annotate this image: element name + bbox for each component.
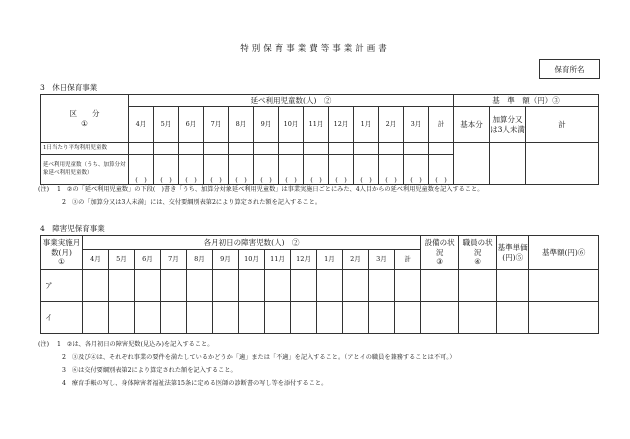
paren-text: ( ) bbox=[185, 175, 197, 184]
month-header: 計 bbox=[395, 250, 421, 270]
paren-text: ( ) bbox=[285, 175, 297, 184]
paren-cell[interactable] bbox=[279, 155, 304, 185]
data-cell[interactable] bbox=[317, 302, 343, 334]
data-cell[interactable] bbox=[343, 302, 369, 334]
note-prefix: (注) bbox=[38, 341, 50, 348]
data-cell[interactable] bbox=[265, 270, 291, 302]
data-cell[interactable] bbox=[83, 302, 109, 334]
data-cell[interactable] bbox=[239, 302, 265, 334]
data-cell[interactable] bbox=[379, 143, 404, 155]
paren-cell[interactable] bbox=[429, 155, 454, 185]
s4-note-3 bbox=[62, 365, 237, 374]
shokuin-label: 職員の状況 bbox=[462, 238, 493, 257]
disabled-child-care-table bbox=[40, 235, 599, 334]
month-header: 10月 bbox=[279, 107, 304, 143]
data-cell[interactable] bbox=[429, 143, 454, 155]
s4-note-4 bbox=[62, 378, 327, 387]
paren-cell[interactable] bbox=[304, 155, 329, 185]
month-header: 1月 bbox=[317, 250, 343, 270]
data-cell[interactable] bbox=[265, 302, 291, 334]
data-cell[interactable] bbox=[304, 143, 329, 155]
section4-heading: 4 障害児保育事業 bbox=[40, 224, 105, 233]
row-label-a: ア bbox=[41, 270, 83, 302]
month-header: 4月 bbox=[83, 250, 109, 270]
month-header: 4月 bbox=[129, 107, 154, 143]
month-header: 5月 bbox=[109, 250, 135, 270]
paren-cell[interactable] bbox=[154, 155, 179, 185]
data-cell[interactable] bbox=[135, 270, 161, 302]
note-num: 1 bbox=[56, 341, 61, 348]
setsubi-label: 設備の状況 bbox=[424, 238, 455, 257]
shokuin-num: ④ bbox=[474, 257, 482, 267]
document-title: 特別保育事業費等事業計画書 bbox=[240, 44, 390, 54]
paren-cell[interactable] bbox=[229, 155, 254, 185]
s4-note-2 bbox=[62, 352, 456, 361]
note-num: 4 bbox=[62, 380, 66, 387]
data-cell[interactable] bbox=[291, 302, 317, 334]
month-header: 2月 bbox=[343, 250, 369, 270]
jigyo-num: ① bbox=[58, 257, 65, 267]
month-header: 9月 bbox=[213, 250, 239, 270]
note-text: ②の「延べ利用児童数」の下段( )書き「うち、加算分対象延べ利用児童数」は事業実施日ごとにみた、4人目からの延べ利用児童数を記入すること。 bbox=[66, 186, 484, 193]
month-header: 2月 bbox=[379, 107, 404, 143]
data-cell[interactable] bbox=[161, 270, 187, 302]
kasan-value[interactable] bbox=[490, 143, 526, 185]
kihonbun-header: 基本分 bbox=[454, 107, 490, 143]
paren-cell[interactable] bbox=[379, 155, 404, 185]
paren-cell[interactable] bbox=[404, 155, 429, 185]
note-text: ⑥は交付要綱別表第2により算定された額を記入すること。 bbox=[71, 367, 237, 374]
kijungaku-header-s4: 基準額(円)⑥ bbox=[529, 236, 599, 270]
month-header: 8月 bbox=[187, 250, 213, 270]
paren-cell[interactable] bbox=[179, 155, 204, 185]
kijungaku-header: 基 準 額（円）③ bbox=[454, 95, 599, 107]
month-header: 11月 bbox=[304, 107, 329, 143]
s3-note-2 bbox=[62, 197, 321, 206]
note-num: 2 bbox=[62, 199, 66, 206]
data-cell[interactable] bbox=[343, 270, 369, 302]
data-cell[interactable] bbox=[317, 270, 343, 302]
s4-note-1 bbox=[38, 339, 213, 348]
paren-text: ( ) bbox=[335, 175, 347, 184]
paren-text: ( ) bbox=[260, 175, 272, 184]
data-cell[interactable] bbox=[204, 143, 229, 155]
nobe-header: 延べ利用児童数(人) ② bbox=[129, 95, 454, 107]
data-cell[interactable] bbox=[291, 270, 317, 302]
note-text: ②は、各月初日の障害児数(見込み)を記入すること。 bbox=[66, 341, 214, 348]
note-num: 2 bbox=[62, 354, 66, 361]
data-cell[interactable] bbox=[369, 270, 395, 302]
data-cell[interactable] bbox=[187, 302, 213, 334]
paren-text: ( ) bbox=[310, 175, 322, 184]
kei-value[interactable] bbox=[526, 143, 599, 185]
month-header: 8月 bbox=[229, 107, 254, 143]
jigyo-label: 事業実施月数(月) bbox=[42, 238, 81, 257]
data-cell[interactable] bbox=[161, 302, 187, 334]
paren-text: ( ) bbox=[210, 175, 222, 184]
data-cell[interactable] bbox=[529, 270, 599, 302]
month-header: 7月 bbox=[161, 250, 187, 270]
data-cell[interactable] bbox=[213, 302, 239, 334]
data-cell[interactable] bbox=[354, 143, 379, 155]
setsubi-header bbox=[421, 236, 459, 270]
month-header: 10月 bbox=[239, 250, 265, 270]
month-header: 7月 bbox=[204, 107, 229, 143]
data-cell[interactable] bbox=[109, 302, 135, 334]
month-header: 計 bbox=[429, 107, 454, 143]
note-num: 1 bbox=[56, 186, 61, 193]
month-header: 5月 bbox=[154, 107, 179, 143]
paren-cell[interactable] bbox=[329, 155, 354, 185]
data-cell[interactable] bbox=[187, 270, 213, 302]
data-cell[interactable] bbox=[404, 143, 429, 155]
data-cell[interactable] bbox=[497, 270, 529, 302]
note-prefix: (注) bbox=[38, 186, 50, 193]
kei-header: 計 bbox=[526, 107, 599, 143]
note-text: ③の「加算分又は3人未満」には、交付要綱別表第2により算定された額を記入すること。 bbox=[71, 199, 322, 206]
jigyo-header-cell bbox=[41, 236, 83, 270]
data-cell[interactable] bbox=[129, 143, 154, 155]
paren-text: ( ) bbox=[160, 175, 172, 184]
paren-text: ( ) bbox=[360, 175, 372, 184]
data-cell[interactable] bbox=[279, 143, 304, 155]
paren-text: ( ) bbox=[410, 175, 422, 184]
paren-cell[interactable] bbox=[129, 155, 154, 185]
month-header: 12月 bbox=[291, 250, 317, 270]
data-cell[interactable] bbox=[529, 302, 599, 334]
month-header: 3月 bbox=[404, 107, 429, 143]
data-cell[interactable] bbox=[395, 302, 421, 334]
paren-text: ( ) bbox=[135, 175, 147, 184]
month-header: 6月 bbox=[179, 107, 204, 143]
section3-heading: 3 休日保育事業 bbox=[40, 83, 98, 92]
s3-note-1 bbox=[38, 184, 483, 193]
holiday-care-table bbox=[40, 94, 599, 185]
data-cell[interactable] bbox=[239, 270, 265, 302]
month-header: 12月 bbox=[329, 107, 354, 143]
data-cell[interactable] bbox=[135, 302, 161, 334]
month-header: 3月 bbox=[369, 250, 395, 270]
data-cell[interactable] bbox=[421, 302, 459, 334]
data-cell[interactable] bbox=[329, 143, 354, 155]
paren-text: ( ) bbox=[235, 175, 247, 184]
note-num: 3 bbox=[62, 367, 66, 374]
data-cell[interactable] bbox=[154, 143, 179, 155]
row-label-nobe: 延べ利用児童数（うち、加算分対象延べ利用児童数） bbox=[41, 155, 129, 185]
note-text: ③及び④は、それぞれ事業の要件を満たしているかどうか「適」または「不適」を記入すること。（アとイの職員を兼務することは不可。） bbox=[71, 354, 456, 361]
paren-cell[interactable] bbox=[254, 155, 279, 185]
setsubi-num: ③ bbox=[436, 257, 444, 267]
month-header: 9月 bbox=[254, 107, 279, 143]
data-cell[interactable] bbox=[395, 270, 421, 302]
data-cell[interactable] bbox=[254, 143, 279, 155]
data-cell[interactable] bbox=[497, 302, 529, 334]
kasan-header: 加算分又は3人未満 bbox=[490, 107, 526, 143]
paren-text: ( ) bbox=[435, 175, 447, 184]
data-cell[interactable] bbox=[109, 270, 135, 302]
row-label-i: イ bbox=[41, 302, 83, 334]
shokuin-header bbox=[459, 236, 497, 270]
kijun-tanka-header: 基準単価(円)⑤ bbox=[497, 236, 529, 270]
kakugatsu-header: 各月初日の障害児数(人) ② bbox=[83, 236, 421, 250]
paren-cell[interactable] bbox=[354, 155, 379, 185]
category-num: ① bbox=[81, 118, 88, 128]
data-cell[interactable] bbox=[83, 270, 109, 302]
month-header: 6月 bbox=[135, 250, 161, 270]
data-cell[interactable] bbox=[213, 270, 239, 302]
nursery-name-box: 保育所名 bbox=[539, 59, 600, 79]
data-cell[interactable] bbox=[459, 302, 497, 334]
category-label: 区 分 bbox=[69, 109, 100, 119]
data-cell[interactable] bbox=[459, 270, 497, 302]
month-header: 1月 bbox=[354, 107, 379, 143]
data-cell[interactable] bbox=[369, 302, 395, 334]
paren-text: ( ) bbox=[385, 175, 397, 184]
data-cell[interactable] bbox=[179, 143, 204, 155]
paren-cell[interactable] bbox=[204, 155, 229, 185]
note-text: 療育手帳の写し、身体障害者福祉法第15条に定める医師の診断書の写し等を添付すること。 bbox=[71, 380, 328, 387]
row-label-average: 1日当たり平均利用児童数 bbox=[41, 143, 129, 155]
month-header: 11月 bbox=[265, 250, 291, 270]
data-cell[interactable] bbox=[421, 270, 459, 302]
data-cell[interactable] bbox=[229, 143, 254, 155]
category-header-cell bbox=[41, 95, 129, 143]
kihonbun-value[interactable] bbox=[454, 143, 490, 185]
